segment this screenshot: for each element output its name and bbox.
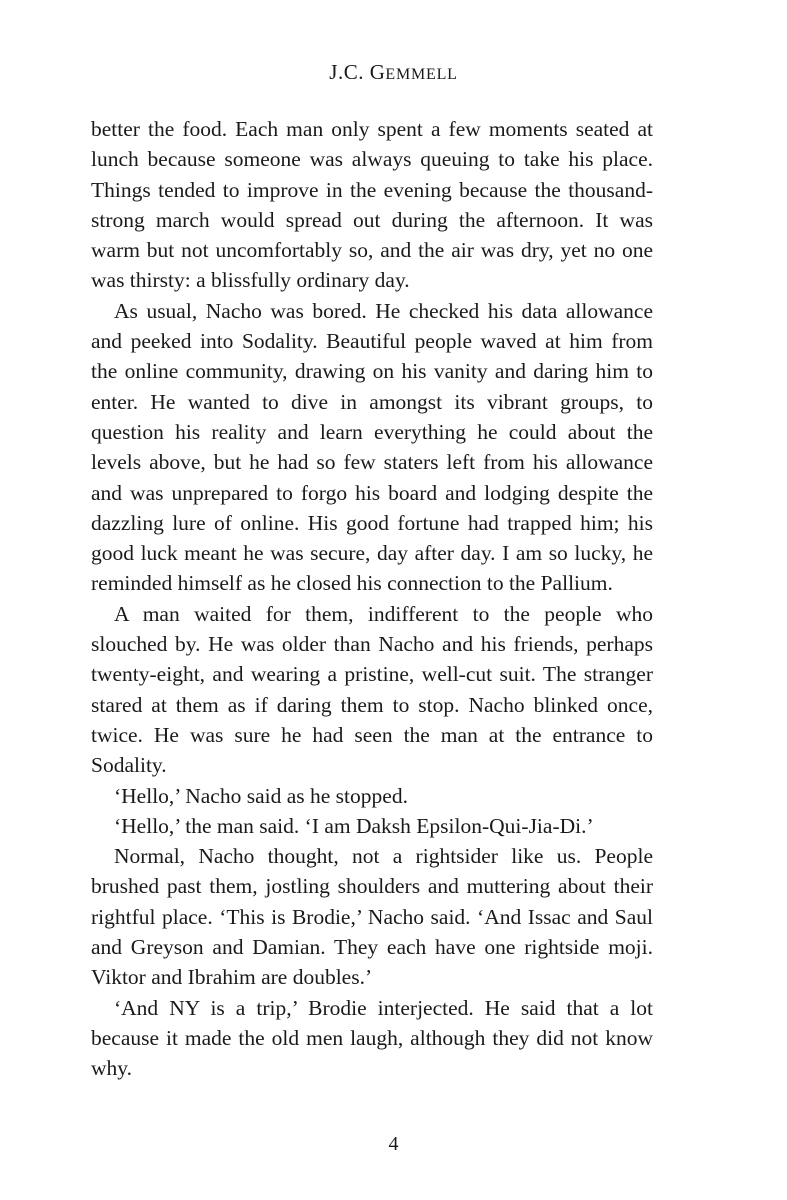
body-text [91,114,653,1084]
paragraph: ‘Hello,’ Nacho said as he stopped. [114,783,408,808]
page-number: 4 [388,1133,399,1155]
paragraph: A man waited for them, indifferent to the people who slouched by. He was older than Nacho and his friends, perhaps twenty-eight, and wearing a pristine, well-cut suit. The stranger stared at them as if daring them to stop. Nacho blinked once, twice. He was sure he had seen the man at the entrance to Sodality. [91,601,653,778]
paragraph: As usual, Nacho was bored. He checked his data allowance and peeked into Sodality. Beautiful people waved at him from the online community, drawing on his vanity and daring him to enter. He wanted to dive in amongst its vibrant groups, to question his reality and learn everything he could about the levels above, but he had so few staters left from his allowance and was unprepared to forgo his board and lodging despite the dazzling lure of online. His good fortune had trapped him; his good luck meant he was secure, day after day. I am so lucky, he reminded himself as he closed his connection to the Pallium. [91,298,653,596]
running-head [0,60,787,85]
paragraph: ‘Hello,’ the man said. ‘I am Daksh Epsilon-Qui-Jia-Di.’ [114,813,594,838]
author-initials: J.C. G [329,60,386,84]
paragraph: Normal, Nacho thought, not a rightsider like us. People brushed past them, jostling shoulders and muttering about their rightful place. ‘This is Brodie,’ Nacho said. ‘And Issac and Saul and Greyson and Damian. They each have one rightside moji. Viktor and Ibrahim are doubles.’ [91,844,653,990]
paragraph: ‘And NY is a trip,’ Brodie interjected. He said that a lot because it made the old men laugh, although they did not know why. [91,995,653,1081]
paragraph: better the food. Each man only spent a few moments seated at lunch because someone was always queuing to take his place. Things tended to improve in the evening because the thousand-strong march would spread out during the afternoon. It was warm but not uncomfortably so, and the air was dry, yet no one was thirsty: a blissfully ordinary day. [91,117,653,293]
author-surname: EMMELL [385,66,458,83]
